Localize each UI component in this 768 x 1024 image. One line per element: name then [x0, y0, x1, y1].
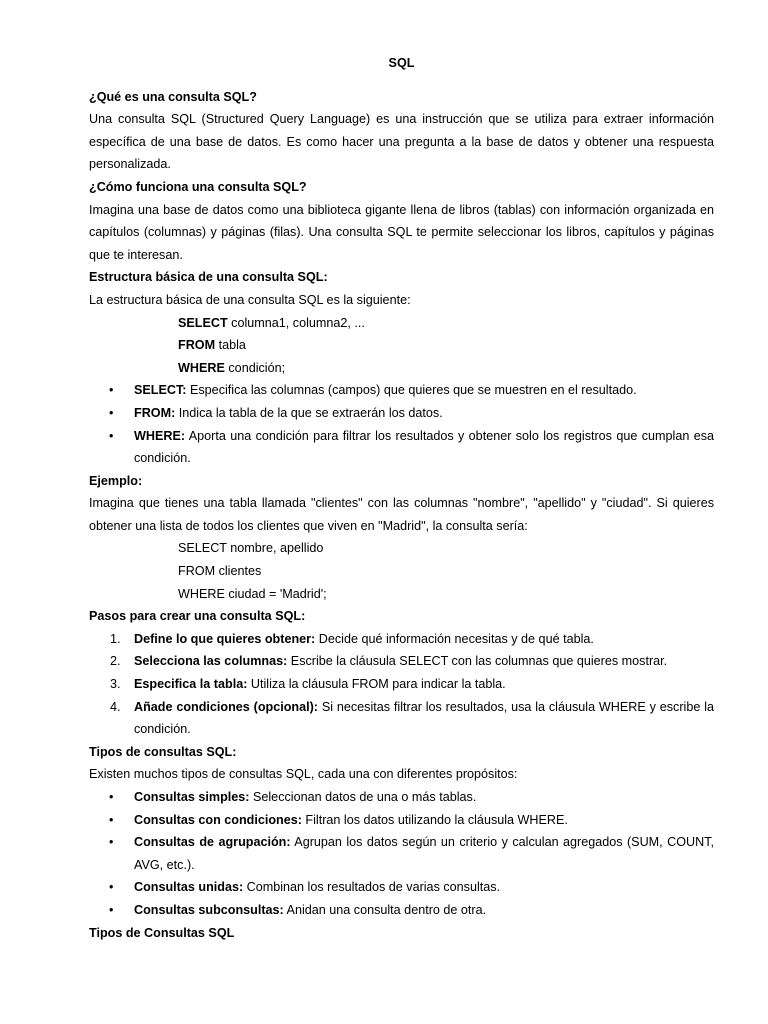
heading-tipos: Tipos de consultas SQL:	[89, 744, 237, 759]
code-text: tabla	[215, 338, 246, 353]
paragraph-tipos-intro: Existen muchos tipos de consultas SQL, cada una con diferentes propósitos:	[89, 767, 518, 782]
query-types-list	[89, 786, 714, 922]
list-item-term: Consultas con condiciones:	[134, 812, 302, 827]
list-item-text: Seleccionan datos de una o más tablas.	[249, 790, 477, 804]
code-keyword: FROM	[178, 338, 216, 353]
step-number: 1.	[110, 631, 121, 646]
step-number: 2.	[110, 654, 121, 669]
code-text: columna1, columna2, ...	[227, 315, 365, 330]
example-code-line: WHERE ciudad = 'Madrid';	[178, 586, 327, 601]
code-line-from	[178, 334, 714, 357]
code-keyword: SELECT	[178, 315, 228, 330]
paragraph-estructura-intro: La estructura básica de una consulta SQL es la siguiente:	[89, 292, 411, 307]
list-item-text: Indica la tabla de la que se extraerán los datos.	[175, 405, 443, 420]
list-item-term: Consultas unidas:	[134, 880, 244, 895]
list-item	[89, 809, 714, 832]
list-item	[89, 425, 714, 470]
list-item	[89, 650, 714, 673]
heading-como-funciona: ¿Cómo funciona una consulta SQL?	[89, 179, 307, 194]
list-item-term: Consultas simples:	[134, 790, 250, 804]
example-code-line: SELECT nombre, apellido	[178, 541, 324, 556]
heading-estructura: Estructura básica de una consulta SQL:	[89, 270, 328, 285]
paragraph-que-es: Una consulta SQL (Structured Query Language) es una instrucción que se utiliza para extraer información específica de una base de datos. Es como hacer una pregunta a la base de datos y obtener una respuesta personalizada.	[89, 112, 714, 172]
bullet-icon: •	[109, 428, 114, 443]
list-item-term: Especifica la tabla:	[134, 677, 248, 692]
bullet-icon: •	[109, 790, 114, 804]
heading-que-es: ¿Qué es una consulta SQL?	[89, 89, 257, 104]
list-item	[89, 402, 714, 425]
list-item-text: Decide qué información necesitas y de qué tabla.	[315, 631, 594, 646]
list-item-term: SELECT:	[134, 383, 187, 398]
bullet-icon: •	[109, 812, 114, 827]
heading-ejemplo: Ejemplo:	[89, 473, 143, 488]
code-line-where	[178, 357, 714, 380]
steps-list	[89, 628, 714, 741]
list-item-term: Define lo que quieres obtener:	[134, 631, 316, 646]
list-item-text: Filtran los datos utilizando la cláusula WHERE.	[301, 812, 568, 827]
list-item-term: Añade condiciones (opcional):	[134, 699, 318, 714]
list-item-term: Consultas subconsultas:	[134, 902, 284, 917]
list-item-term: FROM:	[134, 405, 176, 420]
paragraph-ejemplo: Imagina que tienes una tabla llamada "clientes" con las columnas "nombre", "apellido" y "ciudad". Si quieres obtener una lista de todos los clientes que viven en "Madrid", la consulta sería:	[89, 496, 714, 533]
heading-pasos: Pasos para crear una consulta SQL:	[89, 609, 306, 624]
list-item-text: Aporta una condición para filtrar los resultados y obtener solo los registros que cumplan esa condición.	[134, 428, 714, 466]
bullet-icon: •	[109, 902, 114, 917]
clauses-list	[89, 379, 714, 469]
list-item	[89, 831, 714, 876]
list-item-text: Combinan los resultados de varias consultas.	[243, 880, 501, 895]
list-item-text: Escribe la cláusula SELECT con las columnas que quieres mostrar.	[287, 654, 668, 669]
bullet-icon: •	[109, 880, 114, 895]
list-item-text: Si necesitas filtrar los resultados, usa la cláusula WHERE y escribe la condición.	[134, 699, 714, 737]
list-item	[89, 786, 714, 809]
list-item	[89, 673, 714, 696]
bullet-icon: •	[109, 835, 114, 850]
list-item-text: Especifica las columnas (campos) que quieres que se muestren en el resultado.	[186, 383, 637, 398]
list-item-text: Anidan una consulta dentro de otra.	[283, 902, 487, 917]
code-keyword: WHERE	[178, 360, 225, 375]
document-title: SQL	[388, 56, 415, 70]
list-item-text: Agrupan los datos según un criterio y calculan agregados (SUM, COUNT, AVG, etc.).	[134, 835, 714, 872]
example-code-line: FROM clientes	[178, 564, 262, 579]
code-line-select	[178, 312, 714, 335]
list-item	[89, 876, 714, 899]
bullet-icon: •	[109, 405, 114, 420]
list-item	[89, 696, 714, 741]
document-content	[89, 52, 714, 944]
paragraph-como-funciona: Imagina una base de datos como una biblioteca gigante llena de libros (tablas) con información organizada en capítulos (columnas) y páginas (filas). Una consulta SQL te permite seleccionar los libros, capítulos y páginas que te interesan.	[89, 202, 714, 262]
list-item	[89, 899, 714, 922]
list-item	[89, 379, 714, 402]
list-item	[89, 628, 714, 651]
list-item-term: Consultas de agrupación:	[134, 835, 291, 850]
list-item-text: Utiliza la cláusula FROM para indicar la tabla.	[247, 677, 506, 692]
list-item-term: Selecciona las columnas:	[134, 654, 288, 669]
bullet-icon: •	[109, 383, 114, 398]
step-number: 3.	[110, 677, 121, 692]
list-item-term: WHERE:	[134, 428, 186, 443]
code-text: condición;	[224, 360, 286, 375]
heading-tipos-consultas: Tipos de Consultas SQL	[89, 925, 235, 940]
step-number: 4.	[110, 699, 121, 714]
